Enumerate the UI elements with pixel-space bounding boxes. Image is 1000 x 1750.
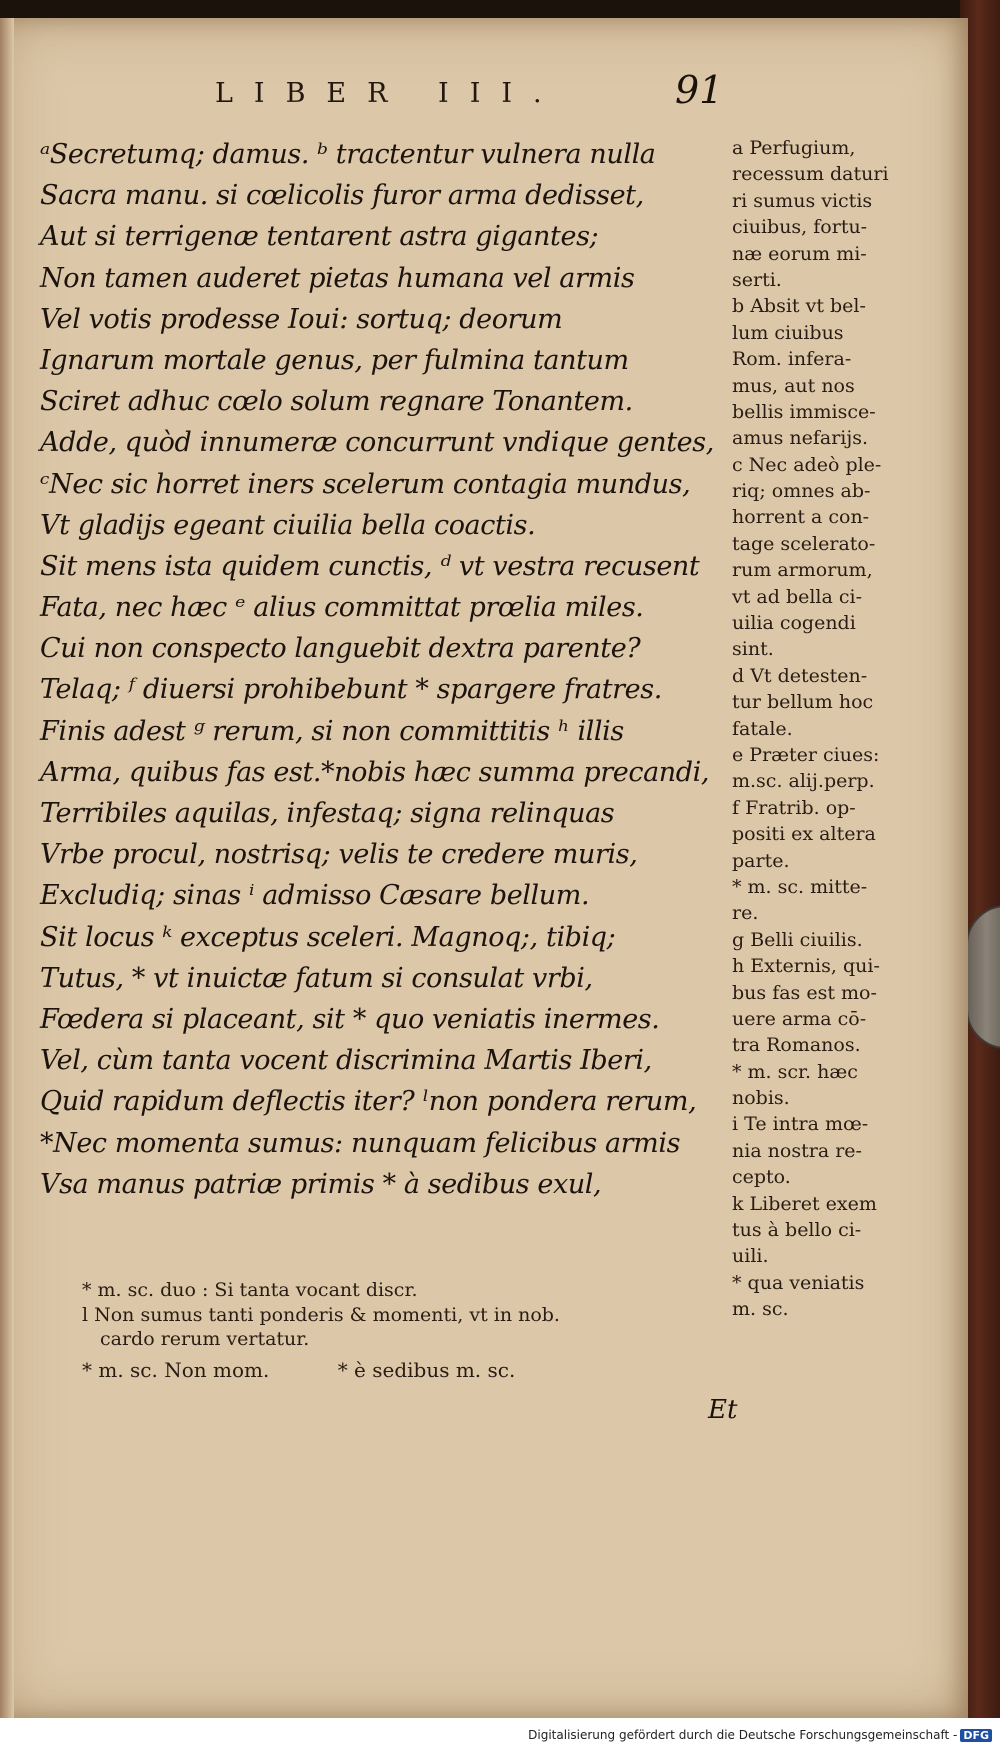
margin-note-line: sint. — [732, 638, 774, 661]
verse-line: Terribiles aquilas, infestaq; signa relinquas — [40, 798, 615, 829]
verse-line: Sit locus ᵏ exceptus sceleri. Magnoq;, tibiq; — [40, 921, 616, 953]
footnote-line: l Non sumus tanti ponderis & momenti, vt in nob. — [82, 1303, 560, 1326]
margin-note-line: positi ex altera — [732, 823, 876, 846]
footnote-left: * m. sc. Non mom. — [82, 1357, 270, 1382]
margin-notes — [732, 135, 917, 1323]
metal-clasp — [966, 905, 1000, 1049]
verse-line: Quid rapidum deflectis iter? ˡnon pondera rerum, — [40, 1086, 697, 1118]
margin-note-line: recessum daturi — [732, 163, 889, 186]
verse-line: Arma, quibus fas est.*nobis hæc summa precandi, — [40, 756, 710, 788]
margin-note-line: k Liberet exem — [732, 1192, 877, 1215]
margin-note-line: m.sc. alij.perp. — [732, 770, 875, 793]
running-head: LIBER III. — [215, 78, 563, 109]
margin-note-line: nobis. — [732, 1087, 790, 1110]
gutter-shadow — [0, 18, 14, 1718]
margin-note-line: næ eorum mi- — [732, 242, 867, 265]
margin-note-line: bellis immisce- — [732, 400, 876, 423]
margin-note-line: tus à bello ci- — [732, 1219, 862, 1242]
page-number: 91 — [675, 68, 724, 112]
verse-line: Sacra manu. si cœlicolis furor arma dedisset, — [40, 180, 644, 212]
verse-line: Excludiq; sinas ⁱ admisso Cæsare bellum. — [40, 880, 590, 912]
margin-note-line: f Fratrib. op- — [732, 796, 856, 819]
verse-line: Telaq; ᶠ diuersi prohibebunt * spargere fratres. — [40, 674, 662, 706]
footnote-last-line — [82, 1356, 722, 1384]
credit-text: Digitalisierung gefördert durch die Deutsche Forschungsgemeinschaft - — [528, 1728, 958, 1742]
footnote-line: * m. sc. duo : Si tanta vocant discr. — [82, 1279, 418, 1301]
margin-note-line: uili. — [732, 1245, 769, 1268]
margin-note-line: a Perfugium, — [732, 137, 856, 159]
margin-note-line: horrent a con- — [732, 506, 870, 529]
verse-line: Fœdera si placeant, sit * quo veniatis inermes. — [40, 1003, 660, 1035]
margin-note-line: i Te intra mœ- — [732, 1113, 869, 1136]
margin-note-line: tage scelerato- — [732, 532, 876, 555]
margin-note-line: c Nec adeò ple- — [732, 453, 882, 476]
margin-note-line: m. sc. — [732, 1298, 789, 1321]
verse-line: *Nec momenta sumus: nunquam felicibus armis — [40, 1127, 681, 1159]
margin-note-line: tra Romanos. — [732, 1034, 861, 1057]
margin-note-line: Rom. infera- — [732, 348, 852, 371]
verse-line: Cui non conspecto languebit dextra parente? — [40, 633, 641, 665]
footnotes — [82, 1278, 722, 1384]
margin-note-line: e Præter ciues: — [732, 743, 880, 766]
margin-note-line: mus, aut nos — [732, 374, 855, 397]
margin-note-line: g Belli ciuilis. — [732, 928, 863, 951]
verse-line: Sciret adhuc cœlo solum regnare Tonantem. — [40, 386, 633, 418]
margin-note-line: re. — [732, 902, 759, 925]
margin-note-line: lum ciuibus — [732, 321, 844, 344]
margin-note-line: parte. — [732, 849, 790, 872]
margin-note-line: d Vt detesten- — [732, 664, 868, 687]
footnote-right: * è sedibus m. sc. — [337, 1357, 516, 1382]
margin-note-line: fatale. — [732, 717, 793, 740]
margin-note-line: * qua veniatis — [732, 1271, 865, 1294]
footnote-line: cardo rerum vertatur. — [100, 1328, 310, 1350]
margin-note-line: cepto. — [732, 1166, 791, 1189]
verse-line: Vel, cùm tanta vocent discrimina Martis Iberi, — [40, 1045, 652, 1077]
margin-note-line: riq; omnes ab- — [732, 480, 871, 503]
margin-note-line: uere arma cō- — [732, 1007, 867, 1030]
margin-note-line: * m. sc. mitte- — [732, 875, 868, 898]
margin-note-line: h Externis, qui- — [732, 955, 880, 978]
verse-line: Ignarum mortale genus, per fulmina tantum — [40, 344, 629, 376]
margin-note-line: b Absit vt bel- — [732, 295, 866, 318]
verse-column — [40, 134, 745, 1205]
verse-line: Sit mens ista quidem cunctis, ᵈ vt vestra recusent — [40, 550, 700, 582]
verse-line: Adde, quòd innumeræ concurrunt vndique gentes, — [40, 427, 714, 459]
verse-line: ᶜNec sic horret iners scelerum contagia mundus, — [40, 468, 691, 500]
margin-note-line: uilia cogendi — [732, 612, 856, 635]
margin-note-line: bus fas est mo- — [732, 981, 877, 1004]
verse-line: Vel votis prodesse Ioui: sortuq; deorum — [40, 303, 563, 335]
margin-note-line: * m. scr. hæc — [732, 1060, 858, 1083]
verse-line: Vt gladijs egeant ciuilia bella coactis. — [40, 509, 536, 541]
verse-line: Vrbe procul, nostrisq; velis te credere muris, — [40, 839, 638, 871]
dfg-logo: DFG — [960, 1729, 992, 1742]
verse-line: Fata, nec hæc ᵉ alius committat prœlia miles. — [40, 592, 644, 624]
verse-line: Vsa manus patriæ primis * à sedibus exul, — [40, 1168, 602, 1200]
margin-note-line: rum armorum, — [732, 559, 873, 582]
verse-line: ᵃSecretumq; damus. ᵇ tractentur vulnera nulla — [40, 139, 656, 170]
digitization-credit — [528, 1728, 992, 1742]
margin-note-line: serti. — [732, 268, 782, 291]
margin-note-line: ciuibus, fortu- — [732, 216, 868, 239]
margin-note-line: tur bellum hoc — [732, 691, 874, 714]
verse-line: Aut si terrigenæ tentarent astra gigantes; — [40, 221, 599, 253]
verse-line: Non tamen auderet pietas humana vel armis — [40, 262, 635, 294]
verse-line: Finis adest ᵍ rerum, si non committitis ʰ illis — [40, 715, 624, 747]
verse-line: Tutus, * vt inuictæ fatum si consulat vrbi, — [40, 962, 593, 994]
catchword: Et — [708, 1395, 738, 1425]
margin-note-line: vt ad bella ci- — [732, 585, 863, 608]
margin-note-line: ri sumus victis — [732, 189, 873, 212]
margin-note-line: nia nostra re- — [732, 1139, 862, 1162]
margin-note-line: amus nefarijs. — [732, 427, 869, 450]
